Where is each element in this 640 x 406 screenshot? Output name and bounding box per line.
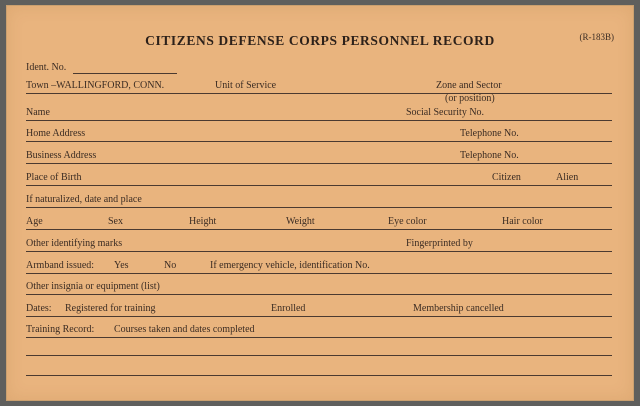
armband-yes-label: Yes: [114, 260, 129, 271]
armband-row-line: [26, 273, 612, 274]
sex-label: Sex: [108, 216, 123, 227]
unit-of-service-label: Unit of Service: [215, 80, 277, 91]
height-label: Height: [189, 216, 217, 227]
dates-row-line: [26, 316, 612, 317]
registered-label: Registered for training: [65, 303, 156, 314]
age-label: Age: [26, 216, 43, 227]
courses-taken-label: Courses taken and dates completed: [114, 324, 255, 335]
enrolled-label: Enrolled: [271, 303, 306, 314]
fingerprinted-by-label: Fingerprinted by: [406, 238, 473, 249]
emergency-vehicle-label: If emergency vehicle, identification No.: [210, 260, 370, 271]
dates-label: Dates:: [26, 303, 52, 314]
training-line-3: [26, 375, 612, 376]
business-address-label: Business Address: [26, 150, 97, 161]
weight-label: Weight: [286, 216, 315, 227]
business-address-line: [26, 163, 612, 164]
town-row-line: [26, 93, 612, 94]
home-address-line: [26, 141, 612, 142]
armband-no-label: No: [164, 260, 177, 271]
town-label: Town –WALLINGFORD, CONN.: [26, 80, 165, 91]
business-telephone-label: Telephone No.: [460, 150, 519, 161]
insignia-line: [26, 294, 612, 295]
place-of-birth-label: Place of Birth: [26, 172, 82, 183]
training-line-2: [26, 355, 612, 356]
social-security-label: Social Security No.: [406, 107, 485, 118]
eye-color-label: Eye color: [388, 216, 427, 227]
identifying-marks-label: Other identifying marks: [26, 238, 123, 249]
personnel-record-card: [6, 5, 634, 401]
zone-sector-label: Zone and Sector: [436, 80, 502, 91]
birth-row-line: [26, 185, 612, 186]
home-telephone-label: Telephone No.: [460, 128, 519, 139]
physical-row-line: [26, 229, 612, 230]
home-address-label: Home Address: [26, 128, 86, 139]
form-number: (R-183B): [579, 32, 614, 42]
armband-issued-label: Armband issued:: [26, 260, 95, 271]
name-row-line: [26, 120, 612, 121]
training-line-1: [26, 337, 612, 338]
or-position-label: (or position): [445, 93, 495, 104]
hair-color-label: Hair color: [502, 216, 543, 227]
identifying-marks-line: [26, 251, 612, 252]
alien-label: Alien: [556, 172, 579, 183]
card-title: CITIZENS DEFENSE CORPS PERSONNEL RECORD: [145, 33, 495, 48]
naturalized-line: [26, 207, 612, 208]
citizen-label: Citizen: [492, 172, 521, 183]
other-insignia-label: Other insignia or equipment (list): [26, 281, 160, 292]
ident-no-line: [73, 73, 177, 74]
membership-cancelled-label: Membership cancelled: [413, 303, 504, 314]
ident-no-label: Ident. No.: [26, 62, 67, 73]
naturalized-label: If naturalized, date and place: [26, 194, 142, 205]
training-record-label: Training Record:: [26, 324, 95, 335]
name-label: Name: [26, 107, 50, 118]
